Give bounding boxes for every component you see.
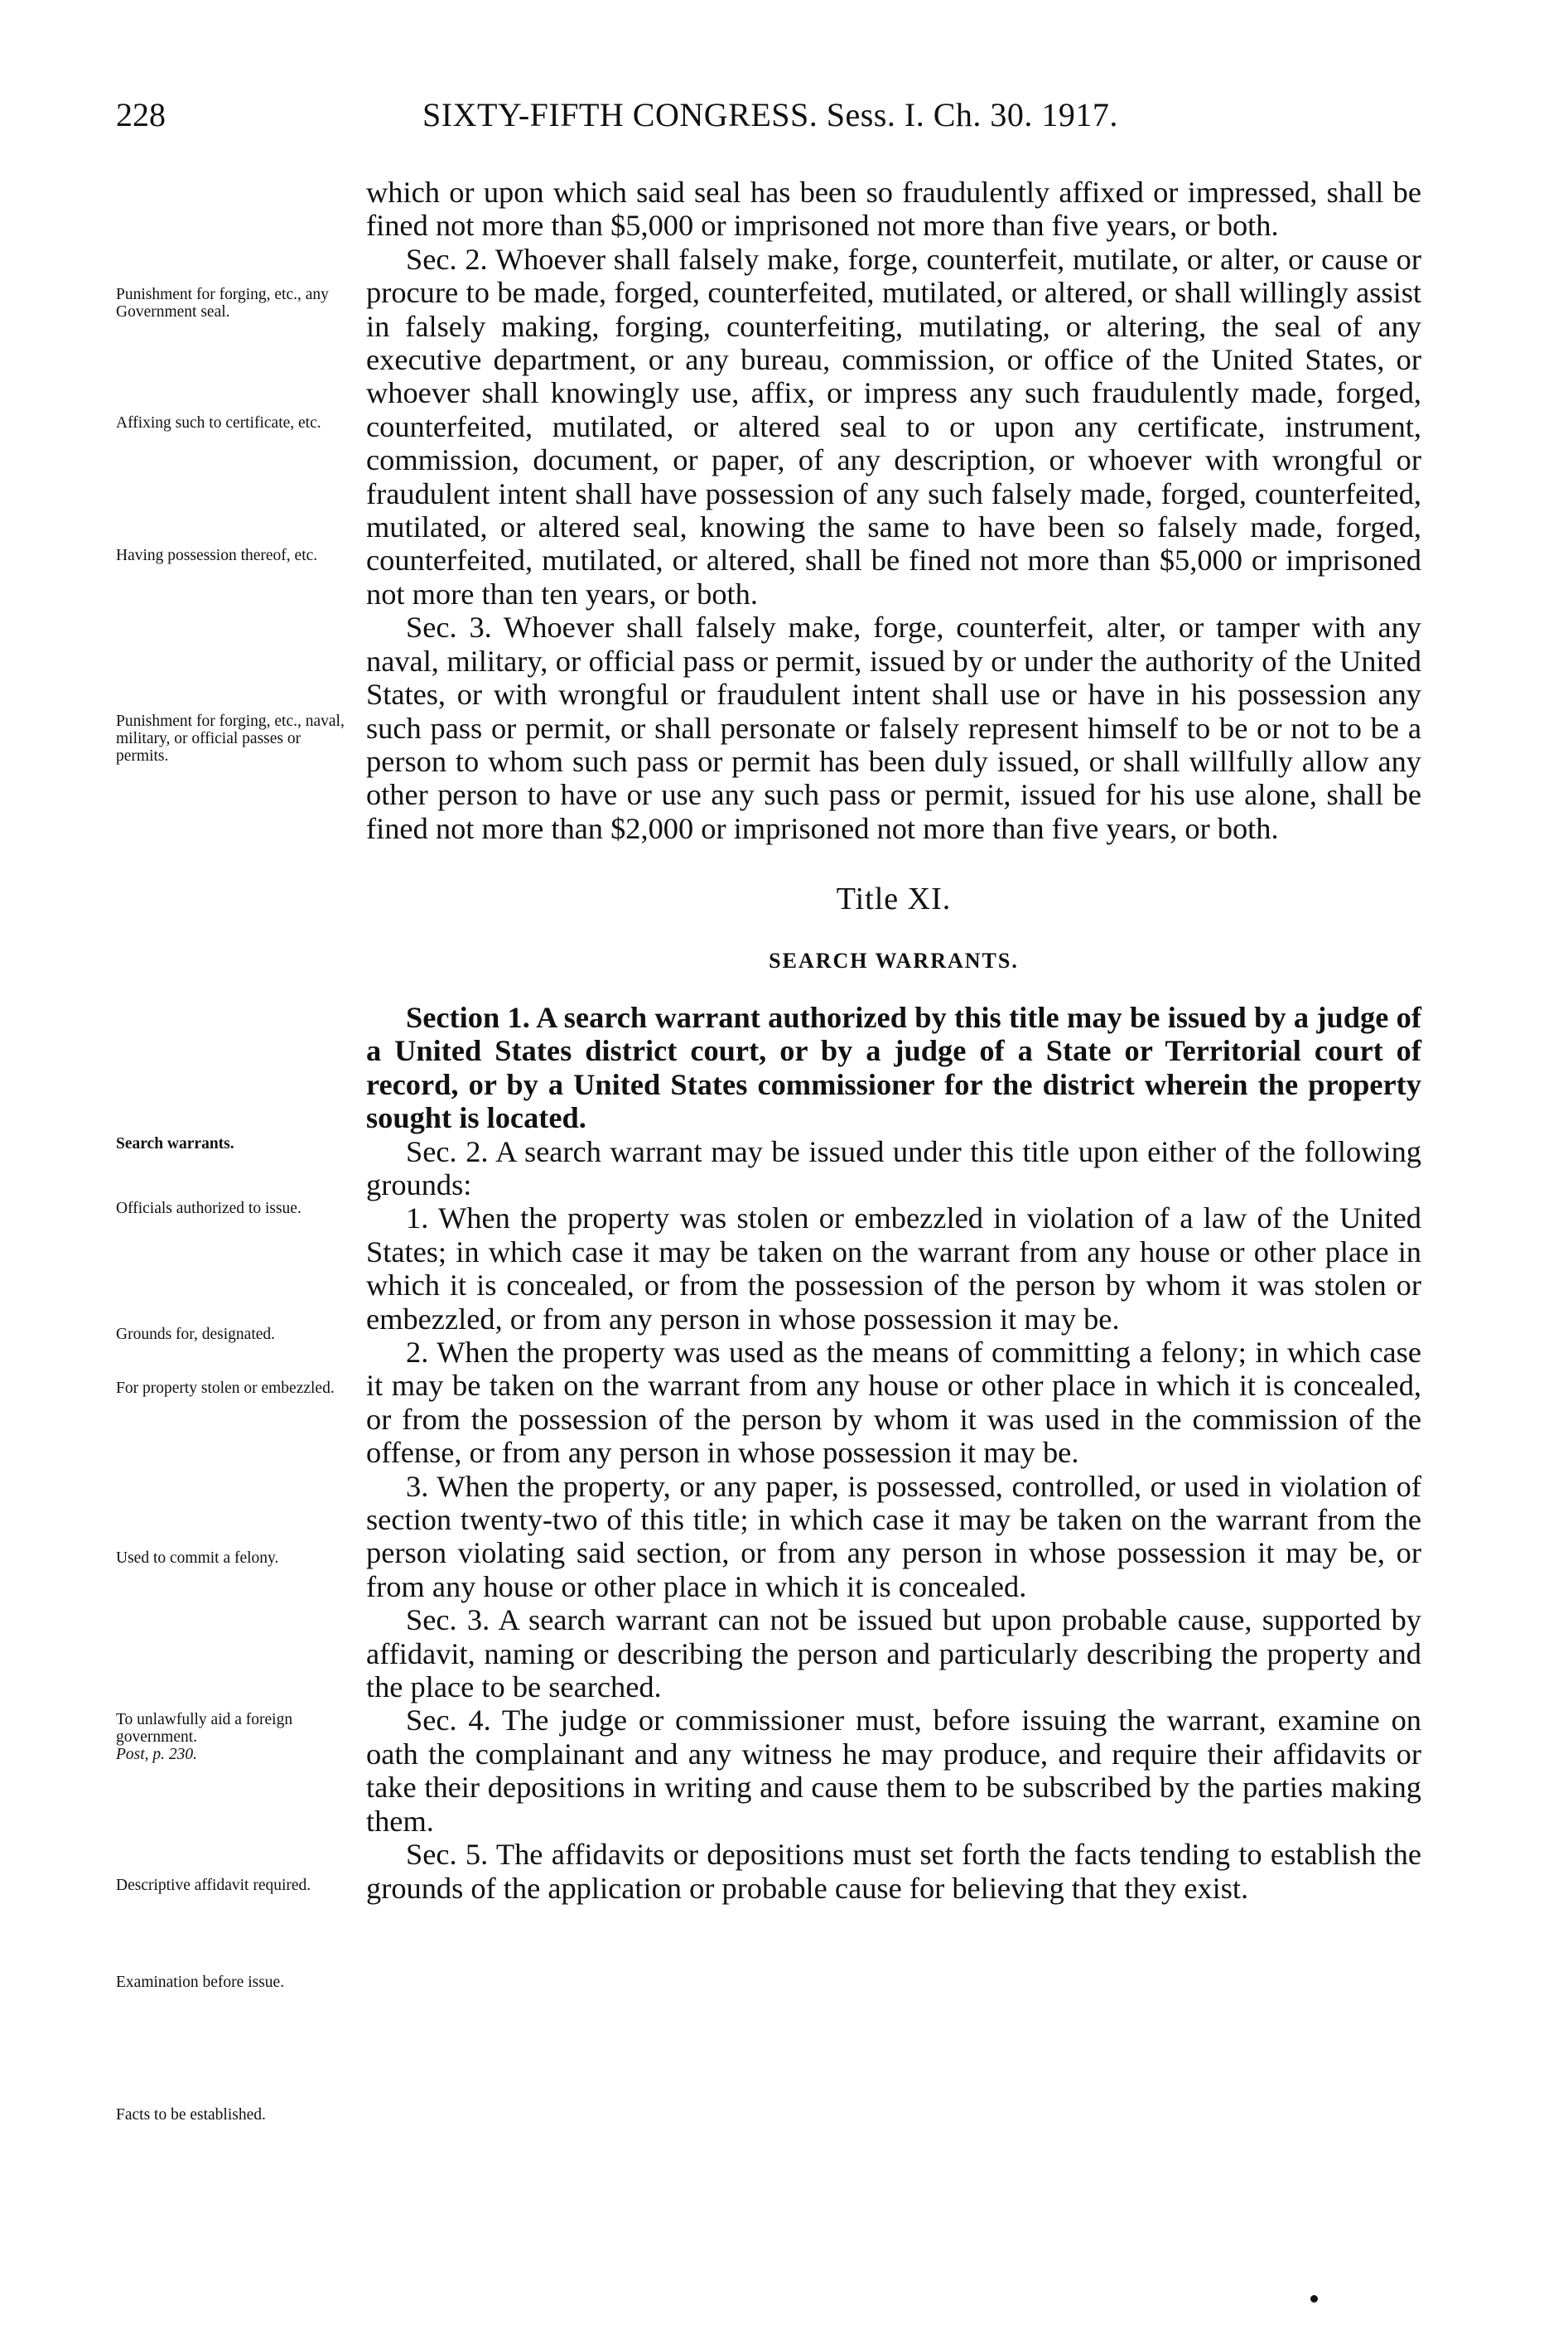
- margin-note-search-warrants: Search warrants.: [116, 1135, 234, 1153]
- paragraph-ground-3: 3. When the property, or any paper, is possessed, controlled, or used in violation of section twenty-two of this title; in which case it may be taken on the warrant from the person violating said section, or from any person in whose possession it may be, or from any house or other place in which it is concealed.: [366, 1469, 1421, 1603]
- margin-note-examination: Examination before issue.: [116, 1974, 285, 1991]
- body-text: [366, 176, 1421, 1905]
- margin-note-punishment-passes: Punishment for forging, etc., naval, military, or official passes or permits.: [116, 713, 345, 765]
- margin-note-officials: Officials authorized to issue.: [116, 1200, 302, 1217]
- title-subheading: SEARCH WARRANTS.: [769, 948, 1019, 973]
- paragraph-ground-1: 1. When the property was stolen or embezzled in violation of a law of the United States; in which case it may be taken on the warrant from any house or other place in which it is concealed, or from the possession of the person by whom it was stolen or embezzled, or from any person in whose possession it may be.: [366, 1201, 1421, 1336]
- paragraph-sec-3-passes: Sec. 3. Whoever shall falsely make, forge, counterfeit, alter, or tamper with any naval, military, or official pass or permit, issued by or under the authority of the United States, or with wrongful or fraudulent intent shall use or have in his possession any such pass or permit, or shall personate or falsely represent himself to be or not to be a person to whom such pass or permit has been duly issued, or shall willfully allow any other person to have or use any such pass or permit, issued for his use alone, shall be fined not more than $2,000 or imprisoned not more than five years, or both.: [366, 611, 1421, 845]
- paragraph-sec-2-grounds: Sec. 2. A search warrant may be issued under this title upon either of the following grounds:: [366, 1134, 1421, 1201]
- running-head: SIXTY-FIFTH CONGRESS. Sess. I. Ch. 30. 1917.: [422, 96, 1118, 133]
- margin-note-foreign-text: To unlawfully aid a foreign government.: [116, 1711, 293, 1746]
- page-header: [0, 95, 1568, 145]
- paragraph-ground-2: 2. When the property was used as the means of committing a felony; in which case it may be taken on the warrant from any house or other place in which it is concealed, or from the possession of the person by whom it was used in the commission of the offense, or from any person in whose possession it may be.: [366, 1336, 1421, 1470]
- margin-note-post-reference: Post, p. 230.: [116, 1746, 198, 1763]
- paragraph-sec-4-examination: Sec. 4. The judge or commissioner must, before issuing the warrant, examine on oath the complainant and any witness he may produce, and require their affidavits or take their depositions in writing and cause them to be subscribed by the parties making them.: [366, 1704, 1421, 1838]
- margin-note-grounds: Grounds for, designated.: [116, 1326, 276, 1343]
- margin-note-foreign-government: [116, 1711, 356, 1763]
- paragraph-section-1: Section 1. A search warrant authorized by this title may be issued by a judge of a United States district court, or by a judge of a State or Territorial court of record, or by a United States commissioner for the district wherein the property sought is located.: [366, 1000, 1421, 1135]
- title-heading: Title XI.: [836, 882, 952, 917]
- paragraph-sec-5-facts: Sec. 5. The affidavits or depositions must set forth the facts tending to establish the grounds of the application or probable cause for believing that they exist.: [366, 1838, 1421, 1905]
- margin-note-affidavit: Descriptive affidavit required.: [116, 1877, 311, 1894]
- stray-dot: [1310, 2295, 1318, 2303]
- page-number: 228: [116, 96, 166, 133]
- paragraph-sec-3-affidavit: Sec. 3. A search warrant can not be issued but upon probable cause, supported by affidavit, naming or describing the person and particularly describing the property and the place to be searched.: [366, 1603, 1421, 1704]
- margin-note-felony: Used to commit a felony.: [116, 1549, 279, 1567]
- margin-note-possession: Having possession thereof, etc.: [116, 547, 318, 564]
- margin-note-affixing: Affixing such to certificate, etc.: [116, 414, 321, 432]
- margin-note-punishment-seal: Punishment for forging, etc., any Government seal.: [116, 286, 329, 321]
- margin-note-stolen: For property stolen or embezzled.: [116, 1380, 335, 1397]
- margin-note-facts: Facts to be established.: [116, 2106, 266, 2124]
- paragraph-seal-penalty: which or upon which said seal has been so fraudulently affixed or impressed, shall be fined not more than $5,000 or imprisoned not more than five years, or both.: [366, 176, 1421, 243]
- paragraph-sec-2-seal: Sec. 2. Whoever shall falsely make, forge, counterfeit, mutilate, or alter, or cause or procure to be made, forged, counterfeited, mutilated, or altered, or shall willingly assist in falsely making, forging, counterfeiting, mutilating, or altering, the seal of any executive department, or any bureau, commission, or office of the United States, or whoever shall knowingly use, affix, or impress any such fraudulently made, forged, counterfeited, mutilated, or altered seal to or upon any certificate, instrument, commission, document, or paper, of any description, or whoever with wrongful or fraudulent intent shall have possession of any such falsely made, forged, counterfeited, mutilated, or altered seal, knowing the same to have been so falsely made, forged, counterfeited, mutilated, or altered, shall be fined not more than $5,000 or imprisoned not more than ten years, or both.: [366, 242, 1421, 611]
